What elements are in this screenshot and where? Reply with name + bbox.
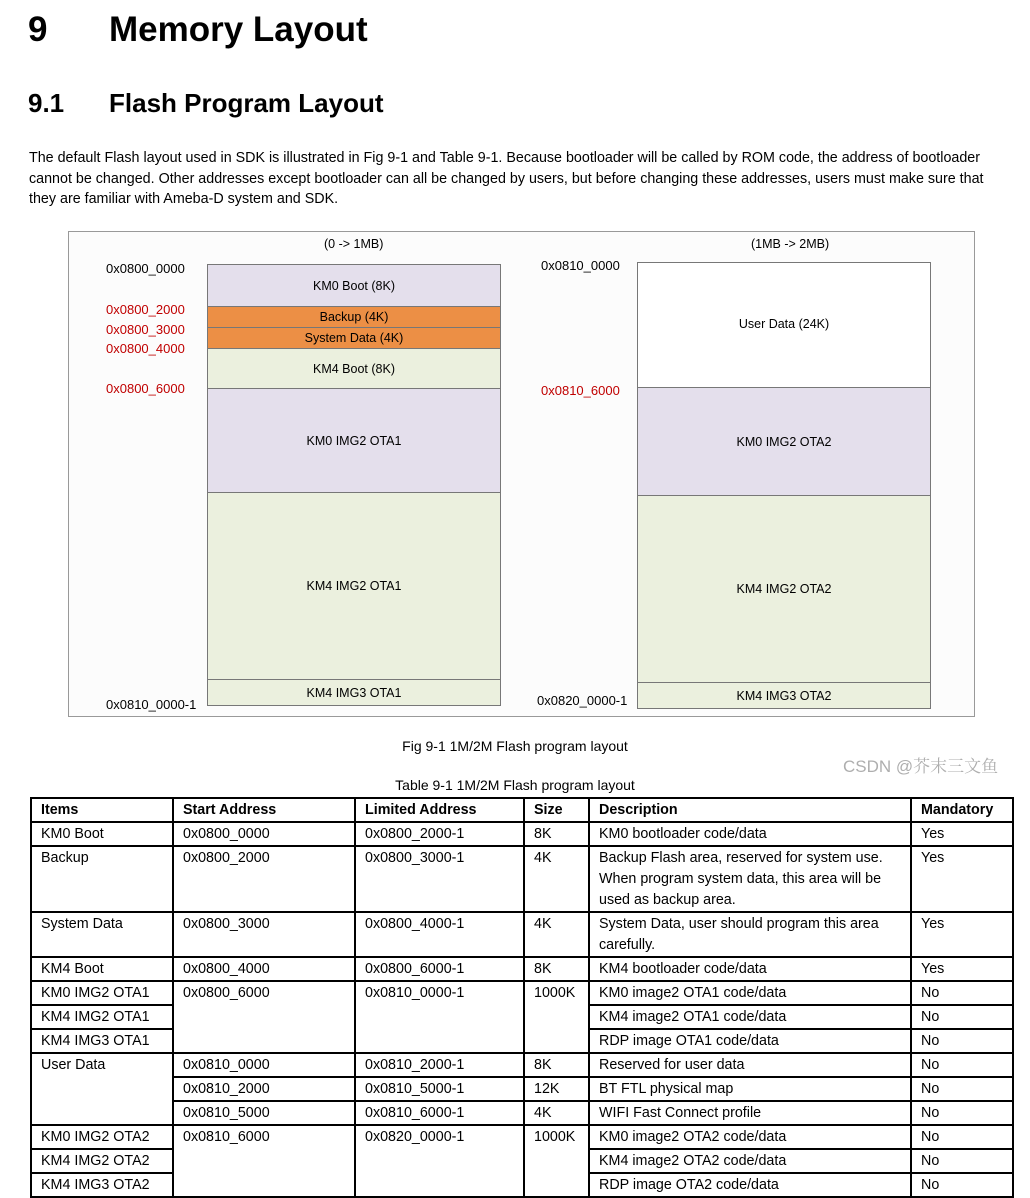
block-km4-img3-ota1: KM4 IMG3 OTA1 [207, 679, 501, 706]
block-km4-img2-ota2: KM4 IMG2 OTA2 [637, 495, 931, 683]
desc-cell: KM0 image2 OTA2 code/data [589, 1125, 911, 1149]
mandatory-cell: No [911, 1125, 1013, 1149]
desc-cell: KM0 image2 OTA1 code/data [589, 981, 911, 1005]
figure-caption: Fig 9-1 1M/2M Flash program layout [402, 738, 628, 754]
header-cell: Size [524, 798, 589, 822]
section-heading [28, 88, 384, 119]
start-cell: 0x0810_6000 [173, 1125, 355, 1197]
address-label: 0x0810_6000 [541, 383, 620, 398]
table-row [31, 1125, 1013, 1149]
block-user-data: User Data (24K) [637, 262, 931, 388]
table-header-row [31, 798, 1013, 822]
desc-cell: KM4 image2 OTA1 code/data [589, 1005, 911, 1029]
table-row [31, 912, 1013, 957]
desc-cell: KM0 bootloader code/data [589, 822, 911, 846]
desc-cell: System Data, user should program this area carefully. [589, 912, 911, 957]
mandatory-cell: No [911, 981, 1013, 1005]
address-label: 0x0800_0000 [106, 261, 185, 276]
desc-cell: KM4 bootloader code/data [589, 957, 911, 981]
desc-cell: WIFI Fast Connect profile [589, 1101, 911, 1125]
table-row [31, 822, 1013, 846]
item-cell: KM4 IMG3 OTA1 [31, 1029, 173, 1053]
chapter-heading [28, 10, 368, 50]
right-column-title: (1MB -> 2MB) [751, 237, 830, 251]
desc-cell: KM4 image2 OTA2 code/data [589, 1149, 911, 1173]
address-label: 0x0800_4000 [106, 341, 185, 356]
table-row [31, 1077, 1013, 1101]
header-cell: Start Address [173, 798, 355, 822]
item-cell: Backup [31, 846, 173, 912]
item-cell: KM4 IMG3 OTA2 [31, 1173, 173, 1197]
address-label: 0x0810_0000 [541, 258, 620, 273]
limit-cell: 0x0820_0000-1 [355, 1125, 524, 1197]
header-cell: Limited Address [355, 798, 524, 822]
limit-cell: 0x0810_0000-1 [355, 981, 524, 1053]
start-cell: 0x0800_0000 [173, 822, 355, 846]
intro-paragraph: The default Flash layout used in SDK is illustrated in Fig 9-1 and Table 9-1. Because bootloader will be called by ROM code, the address of bootloader cannot be changed. Other addresses except bootloader can all be changed by users, but before changing these addresses, users must make sure that they are familiar with Ameba-D system and SDK. [29, 150, 984, 207]
mandatory-cell: Yes [911, 822, 1013, 846]
start-cell: 0x0800_2000 [173, 846, 355, 912]
header-cell: Mandatory [911, 798, 1013, 822]
block-km4-img2-ota1: KM4 IMG2 OTA1 [207, 492, 501, 680]
table-row [31, 981, 1013, 1005]
limit-cell: 0x0800_4000-1 [355, 912, 524, 957]
item-cell: KM0 IMG2 OTA1 [31, 981, 173, 1005]
size-cell: 8K [524, 822, 589, 846]
item-cell: KM4 IMG2 OTA2 [31, 1149, 173, 1173]
header-cell: Items [31, 798, 173, 822]
block-km4-boot: KM4 Boot (8K) [207, 348, 501, 389]
address-label: 0x0800_2000 [106, 302, 185, 317]
desc-cell: Reserved for user data [589, 1053, 911, 1077]
mandatory-cell: No [911, 1101, 1013, 1125]
start-cell: 0x0800_6000 [173, 981, 355, 1053]
block-km4-img3-ota2: KM4 IMG3 OTA2 [637, 682, 931, 709]
address-label: 0x0800_3000 [106, 322, 185, 337]
address-label: 0x0810_0000-1 [106, 697, 197, 712]
desc-cell: RDP image OTA2 code/data [589, 1173, 911, 1197]
limit-cell: 0x0810_6000-1 [355, 1101, 524, 1125]
mandatory-cell: No [911, 1173, 1013, 1197]
item-cell: User Data [31, 1053, 173, 1125]
block-km0-boot: KM0 Boot (8K) [207, 264, 501, 307]
table-row [31, 1053, 1013, 1077]
desc-cell: BT FTL physical map [589, 1077, 911, 1101]
flash-layout-figure [68, 231, 975, 717]
start-cell: 0x0800_3000 [173, 912, 355, 957]
limit-cell: 0x0800_6000-1 [355, 957, 524, 981]
mandatory-cell: No [911, 1053, 1013, 1077]
limit-cell: 0x0800_3000-1 [355, 846, 524, 912]
item-cell: System Data [31, 912, 173, 957]
mandatory-cell: Yes [911, 957, 1013, 981]
address-label: 0x0800_6000 [106, 381, 185, 396]
item-cell: KM4 Boot [31, 957, 173, 981]
table-caption: Table 9-1 1M/2M Flash program layout [395, 777, 635, 793]
item-cell: KM0 Boot [31, 822, 173, 846]
block-km0-img2-ota1: KM0 IMG2 OTA1 [207, 388, 501, 493]
mandatory-cell: Yes [911, 912, 1013, 957]
section-number: 9.1 [28, 88, 65, 118]
start-cell: 0x0800_4000 [173, 957, 355, 981]
size-cell: 12K [524, 1077, 589, 1101]
left-column-title: (0 -> 1MB) [324, 237, 384, 251]
size-cell: 4K [524, 846, 589, 912]
section-title: Flash Program Layout [109, 88, 384, 118]
size-cell: 4K [524, 912, 589, 957]
mandatory-cell: Yes [911, 846, 1013, 912]
chapter-number: 9 [28, 10, 48, 49]
header-cell: Description [589, 798, 911, 822]
mandatory-cell: No [911, 1005, 1013, 1029]
desc-cell: Backup Flash area, reserved for system use. When program system data, this area will be used as backup area. [589, 846, 911, 912]
start-cell: 0x0810_5000 [173, 1101, 355, 1125]
block-backup: Backup (4K) [207, 306, 501, 328]
block-km0-img2-ota2: KM0 IMG2 OTA2 [637, 387, 931, 496]
watermark: CSDN @芥末三文鱼 [843, 757, 999, 776]
chapter-title: Memory Layout [109, 10, 368, 49]
start-cell: 0x0810_0000 [173, 1053, 355, 1077]
mandatory-cell: No [911, 1029, 1013, 1053]
size-cell: 8K [524, 1053, 589, 1077]
table-row [31, 957, 1013, 981]
size-cell: 1000K [524, 1125, 589, 1197]
block-system-data: System Data (4K) [207, 327, 501, 349]
start-cell: 0x0810_2000 [173, 1077, 355, 1101]
item-cell: KM0 IMG2 OTA2 [31, 1125, 173, 1149]
address-label: 0x0820_0000-1 [537, 693, 628, 708]
table-row [31, 1101, 1013, 1125]
limit-cell: 0x0800_2000-1 [355, 822, 524, 846]
limit-cell: 0x0810_2000-1 [355, 1053, 524, 1077]
table-row [31, 846, 1013, 912]
desc-cell: RDP image OTA1 code/data [589, 1029, 911, 1053]
mandatory-cell: No [911, 1077, 1013, 1101]
mandatory-cell: No [911, 1149, 1013, 1173]
size-cell: 1000K [524, 981, 589, 1053]
size-cell: 4K [524, 1101, 589, 1125]
item-cell: KM4 IMG2 OTA1 [31, 1005, 173, 1029]
flash-layout-table [30, 797, 1014, 1198]
limit-cell: 0x0810_5000-1 [355, 1077, 524, 1101]
size-cell: 8K [524, 957, 589, 981]
